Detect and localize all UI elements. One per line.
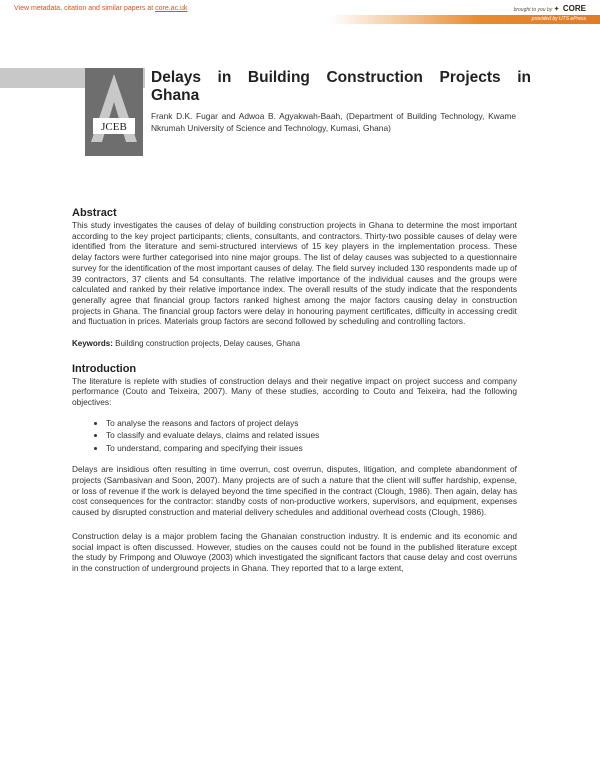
introduction-paragraph-1: The literature is replete with studies of construction delays and their negative impact on project success and company performance (Couto and Teixeira, 2007). Many of these studies, according to Couto and Teixeira, had the following objectives: [72,375,517,408]
paper-title-line1: Delays in Building Construction Projects in [151,69,531,86]
paper-body [72,206,517,574]
keywords-text: Building construction projects, Delay causes, Ghana [115,339,301,349]
paper-title-line2: Ghana [151,87,200,104]
keywords-line [72,339,517,350]
keywords-label: Keywords: [72,339,113,349]
core-accent-strip [0,15,600,24]
introduction-paragraph-2: Delays are insidious often resulting in time overrun, cost overrun, disputes, litigation, and complete abandonment of projects (Sambasivan and Soon, 2007). Many projects are of such a nature that the client will suffer hardship, expense, or loss of revenue if the work is delayed beyond the time specified in the contract (Clough, 1986). Then again, delay has cost consequences for the contractor: standby costs of non-productive workers, supervisors, and equipment, expenses caused by disrupted construction and material delivery schedules and additional overhead costs (Clough, 1986). [72,464,517,518]
core-link[interactable]: core.ac.uk [155,5,188,12]
core-header [0,0,600,24]
logo-text: JCEB [101,121,127,133]
objectives-list [72,417,517,455]
introduction-paragraph-3: Construction delay is a major problem facing the Ghanaian construction industry. It is endemic and its economic and social impact is often discussed. However, studies on the causes could not be found in the published literature except the study by Frimpong and Oluwoye (2003) which investigated the significant factors that cause delay and cost overruns in the construction of underground projects in Ghana. They reported that to a large extent, [72,530,517,573]
list-item: • To understand, comparing and specifying their issues [106,442,517,455]
core-link-prefix: View metadata, citation and similar papers at [14,5,154,12]
core-provided-by: provided by UTS ePress [531,16,586,22]
abstract-text: This study investigates the causes of delay of building construction projects in Ghana to determine the most important according to the key project participants; clients, consultants, and contractors. Thirty-two possible causes of delay were identified from the literature and semi-structured interviews of 15 key players in the implementation process. These delay factors were further categorised into nine major groups. The list of delay causes was subjected to a questionnaire survey for the identification of the most important causes of delay. The field survey included 130 respondents made up of 39 contractors, 37 clients and 54 consultants. The relative importance of the individual causes and the groups were calculated and ranked by their relative importance index. The overall results of the study indicate that the respondents generally agree that financial group factors ranked highest among the major factors causing delay in construction projects in Ghana. The financial group factors were delay in honouring payment certificates, difficulty in accessing credit and fluctuation in prices. Materials group factors are second followed by scheduling and controlling factors. [72,220,517,327]
paper-authors: Frank D.K. Fugar and Adwoa B. Agyakwah-Baah, (Department of Building Technology, Kwame Nkrumah University of Science and Technology, Kumasi, Ghana) [151,111,516,133]
introduction-heading: Introduction [72,362,137,375]
abstract-heading: Abstract [72,207,117,219]
core-metadata-link-row [14,5,187,12]
journal-logo [85,68,143,156]
list-item: • To analyse the reasons and factors of project delays [106,417,517,430]
core-brand[interactable] [514,4,586,13]
core-logo-icon: ✦ [553,6,560,13]
core-brought-by: brought to you by [513,7,553,13]
list-item: • To classify and evaluate delays, claims and related issues [106,429,517,442]
core-logo-text: CORE [562,4,586,13]
